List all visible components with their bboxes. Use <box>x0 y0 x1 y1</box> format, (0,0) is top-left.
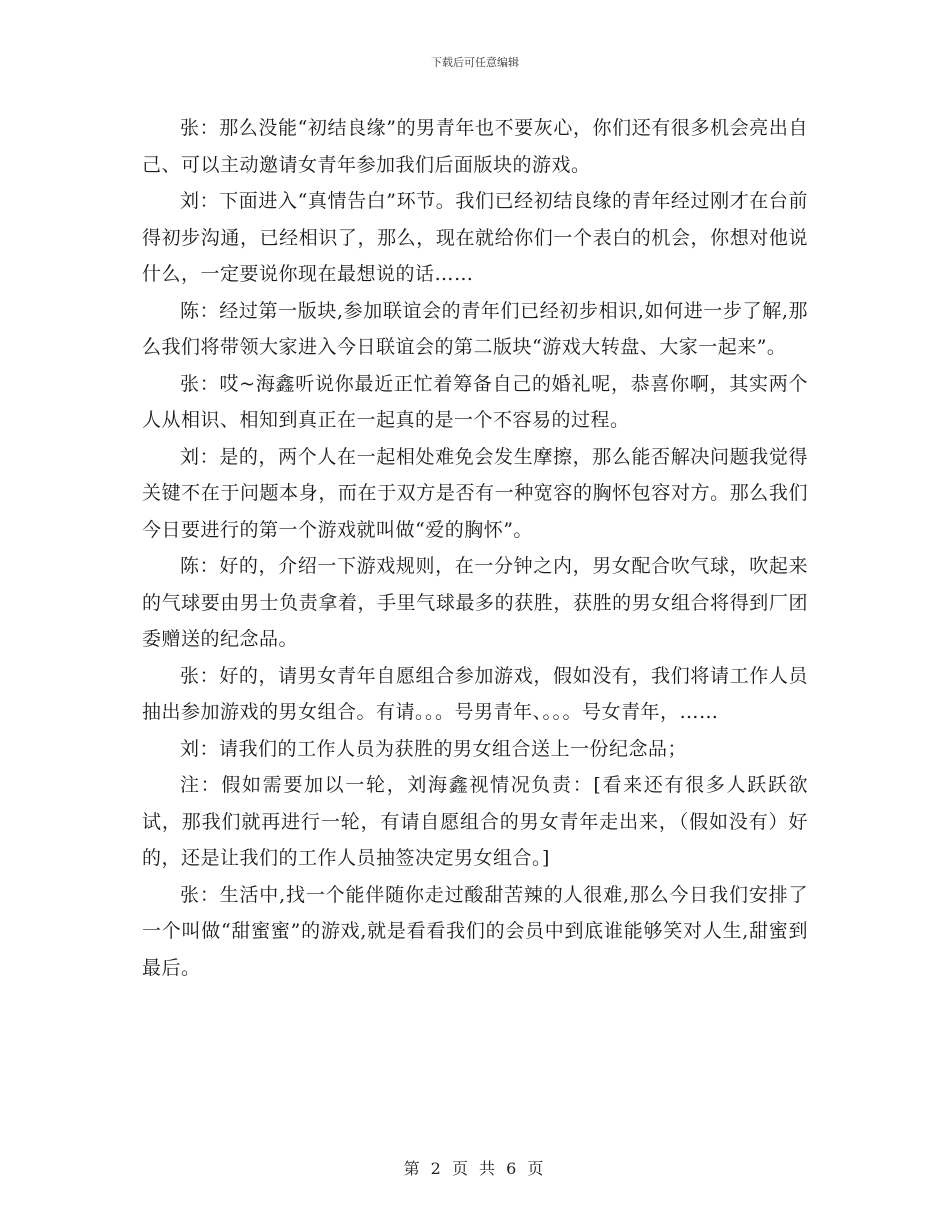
paragraph-2: 刘：下面进入“真情告白”环节。我们已经初结良缘的青年经过刚才在台前得初步沟通，已经相识了，那么，现在就给你们一个表白的机会，你想对他说什么，一定要说你现在最想说的话…… <box>142 190 808 285</box>
document-body <box>142 110 808 986</box>
paragraph-7: 张：好的，请男女青年自愿组合参加游戏，假如没有，我们将请工作人员抽出参加游戏的男女组合。有请。。。号男青年、。。。号女青年，…… <box>142 664 808 723</box>
page-header: 下载后可任意编辑 <box>431 56 519 69</box>
paragraph-9: 注：假如需要加以一轮，刘海鑫视情况负责：[看来还有很多人跃跃欲试，那我们就再进行一轮，有请自愿组合的男女青年走出来，（假如没有）好的，还是让我们的工作人员抽签决定男女组合。] <box>142 774 808 869</box>
paragraph-4: 张：哎~海鑫听说你最近正忙着筹备自己的婚礼呢，恭喜你啊，其实两个人从相识、相知到真正在一起真的是一个不容易的过程。 <box>142 372 808 431</box>
paragraph-10: 张：生活中,找一个能伴随你走过酸甜苦辣的人很难,那么今日我们安排了一个叫做“甜蜜蜜”的游戏,就是看看我们的会员中到底谁能够笑对人生,甜蜜到最后。 <box>142 883 808 979</box>
paragraph-6: 陈：好的，介绍一下游戏规则，在一分钟之内，男女配合吹气球，吹起来的气球要由男士负责拿着，手里气球最多的获胜，获胜的男女组合将得到厂团委赠送的纪念品。 <box>142 555 808 650</box>
paragraph-1: 张：那么没能“初结良缘”的男青年也不要灰心，你们还有很多机会亮出自己、可以主动邀请女青年参加我们后面版块的游戏。 <box>142 117 808 176</box>
paragraph-5: 刘：是的，两个人在一起相处难免会发生摩擦，那么能否解决问题我觉得关键不在于问题本身，而在于双方是否有一种宽容的胸怀包容对方。那么我们今日要进行的第一个游戏就叫做“爱的胸怀”。 <box>142 445 808 541</box>
paragraph-8: 刘：请我们的工作人员为获胜的男女组合送上一份纪念品； <box>180 737 688 760</box>
page-number-footer: 第 2 页 共 6 页 <box>403 1159 547 1178</box>
paragraph-3: 陈：经过第一版块,参加联谊会的青年们已经初步相识,如何进一步了解,那么我们将带领大家进入今日联谊会的第二版块“游戏大转盘、大家一起来”。 <box>142 299 808 358</box>
